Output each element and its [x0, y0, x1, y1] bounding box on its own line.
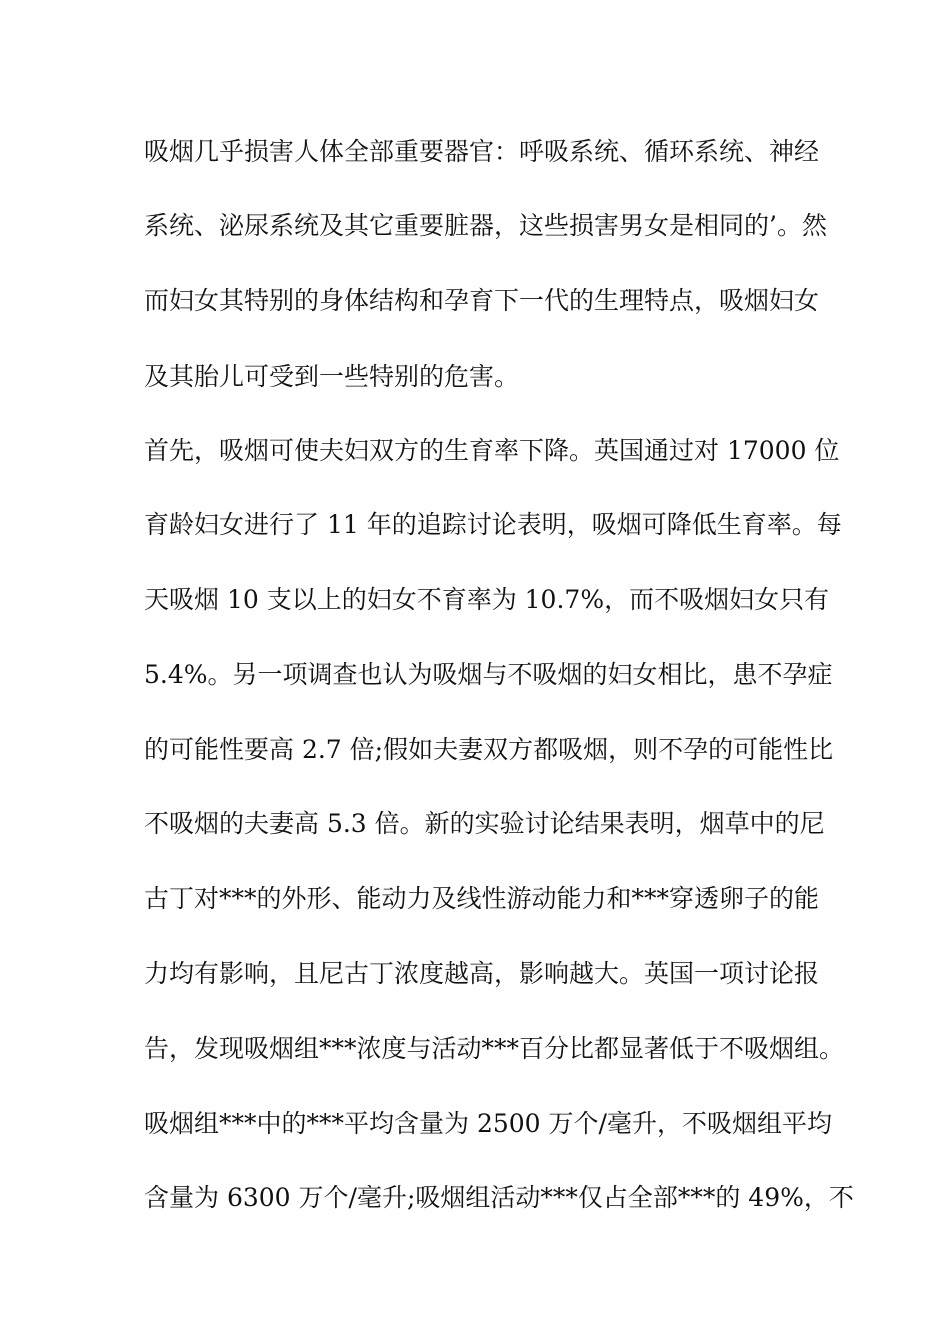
text-line: 首先，吸烟可使夫妇双方的生育率下降。英国通过对 17000 位 — [144, 436, 840, 465]
text-line: 告，发现吸烟组***浓度与活动***百分比都显著低于不吸烟组。 — [144, 1034, 845, 1063]
text-line: 吸烟组***中的***平均含量为 2500 万个/毫升，不吸烟组平均 — [144, 1109, 832, 1138]
text-line: 的可能性要高 2.7 倍;假如夫妻双方都吸烟，则不孕的可能性比 — [144, 735, 834, 764]
text-line: 及其胎儿可受到一些特别的危害。 — [144, 362, 520, 391]
text-line: 力均有影响，且尼古丁浓度越高，影响越大。英国一项讨论报 — [144, 959, 820, 988]
text-line: 含量为 6300 万个/毫升;吸烟组活动***仅占全部***的 49%，不 — [144, 1183, 854, 1212]
text-line: 吸烟几乎损害人体全部重要器官：呼吸系统、循环系统、神经 — [144, 137, 820, 166]
text-line: 5.4%。另一项调查也认为吸烟与不吸烟的妇女相比，患不孕症 — [144, 660, 833, 689]
text-line: 不吸烟的夫妻高 5.3 倍。新的实验讨论结果表明，烟草中的尼 — [144, 809, 825, 838]
text-line: 育龄妇女进行了 11 年的追踪讨论表明，吸烟可降低生育率。每 — [144, 510, 842, 539]
text-line: 古丁对***的外形、能动力及线性游动能力和***穿透卵子的能 — [144, 884, 820, 913]
text-line: 系统、泌尿系统及其它重要脏器，这些损害男女是相同的’。然 — [144, 211, 827, 240]
text-line: 天吸烟 10 支以上的妇女不育率为 10.7%，而不吸烟妇女只有 — [144, 585, 830, 614]
text-line: 而妇女其特别的身体结构和孕育下一代的生理特点，吸烟妇女 — [144, 286, 820, 315]
